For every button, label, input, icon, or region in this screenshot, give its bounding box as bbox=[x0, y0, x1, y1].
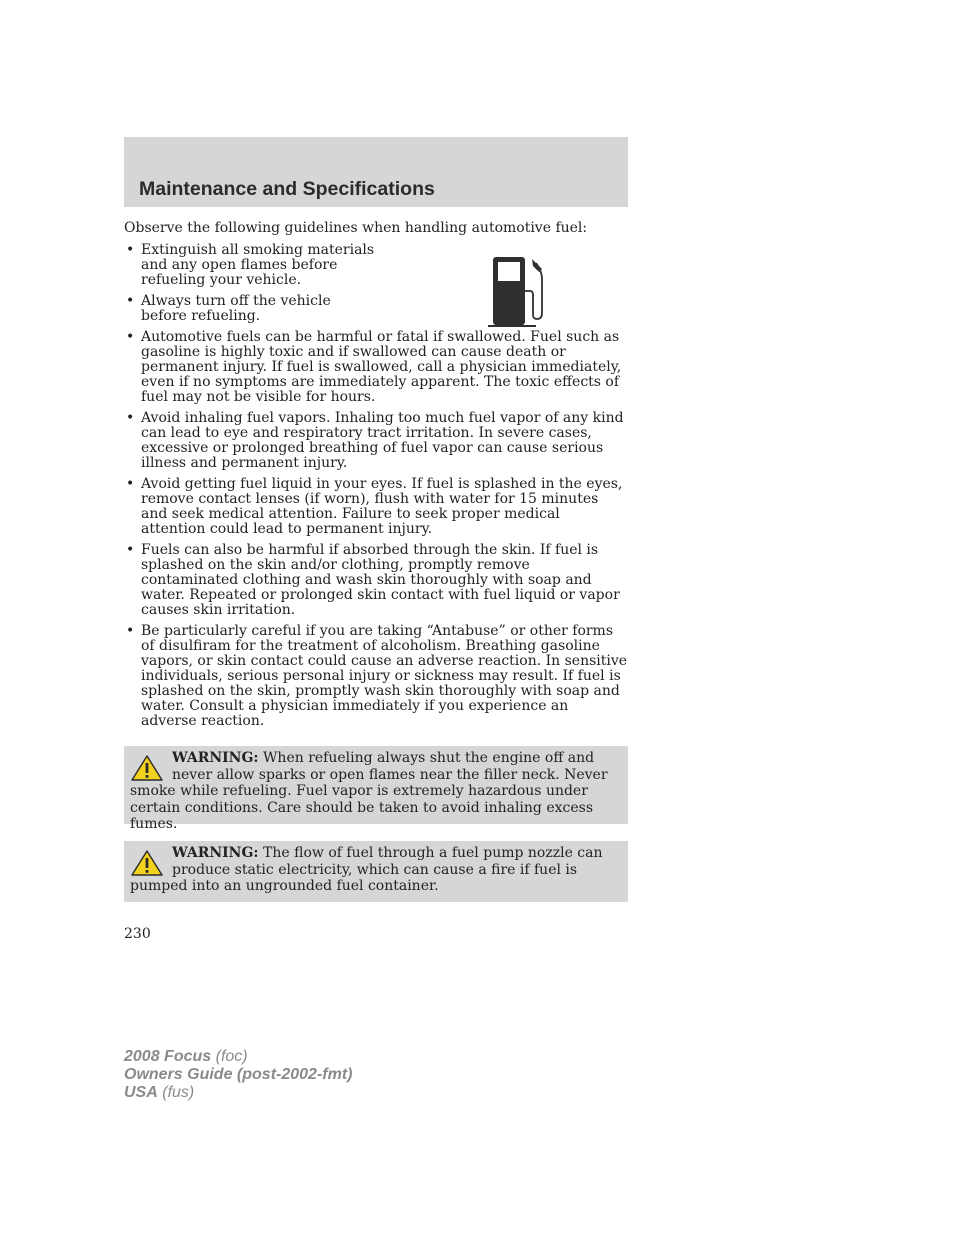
warning-label: WARNING: bbox=[172, 845, 259, 861]
list-item: • Automotive fuels can be harmful or fatal if swallowed. Fuel such as gasoline is highly toxic and if swallowed can cause death or permanent injury. If fuel is swallowed, call a physician immediately, even if no symptoms are immediately apparent. The toxic effects of fuel may not be visible for hours. bbox=[124, 330, 628, 405]
page-number: 230 bbox=[124, 926, 151, 942]
list-item: • Avoid inhaling fuel vapors. Inhaling too much fuel vapor of any kind can lead to eye and respiratory tract irritation. In severe cases, excessive or prolonged breathing of fuel vapor can cause serious illness and permanent injury. bbox=[124, 411, 628, 471]
warning-triangle-icon bbox=[130, 754, 164, 782]
list-item: • Always turn off the vehicle before refueling. bbox=[124, 294, 628, 324]
section-title: Maintenance and Specifications bbox=[139, 178, 435, 200]
footer-line-model: 2008 Focus (foc) bbox=[124, 1048, 248, 1065]
main-content bbox=[124, 221, 628, 735]
warning-box bbox=[124, 746, 628, 832]
fuel-pump-icon bbox=[486, 255, 550, 331]
list-item: • Avoid getting fuel liquid in your eyes. If fuel is splashed in the eyes, remove contact lenses (if worn), flush with water for 15 minutes and seek medical attention. Failure to seek proper medical attention could lead to permanent injury. bbox=[124, 477, 628, 537]
list-item: • Extinguish all smoking materials and any open flames before refueling your vehicle. bbox=[124, 243, 628, 288]
guideline-list bbox=[124, 243, 628, 729]
warning-box bbox=[124, 841, 628, 902]
list-item: • Be particularly careful if you are taking “Antabuse” or other forms of disulfiram for the treatment of alcoholism. Breathing gasoline vapors, or skin contact could cause an adverse reaction. In sensitive individuals, serious personal injury or sickness may result. If fuel is splashed on the skin, promptly wash skin thoroughly with soap and water. Consult a physician immediately if you experience an adverse reaction. bbox=[124, 624, 628, 729]
warning-label: WARNING: bbox=[172, 750, 259, 766]
footer-line-guide: Owners Guide (post-2002-fmt) bbox=[124, 1066, 353, 1083]
document-footer bbox=[124, 1048, 352, 1102]
section-header bbox=[124, 137, 628, 207]
list-item: • Fuels can also be harmful if absorbed through the skin. If fuel is splashed on the skin and/or clothing, promptly remove contaminated clothing and wash skin thoroughly with soap and water. Repeated or prolonged skin contact with fuel liquid or vapor causes skin irritation. bbox=[124, 543, 628, 618]
intro-paragraph: Observe the following guidelines when handling automotive fuel: bbox=[124, 220, 588, 236]
warning-text: When refueling always shut the engine off and never allow sparks or open flames near the filler neck. Never smoke while refueling. Fuel vapor is extremely hazardous under certain conditions. Care should be taken to avoid inhaling excess fumes. bbox=[130, 750, 608, 832]
warning-text: The flow of fuel through a fuel pump nozzle can produce static electricity, which can cause a fire if fuel is pumped into an ungrounded fuel container. bbox=[130, 845, 603, 894]
footer-line-market: USA (fus) bbox=[124, 1084, 195, 1101]
warning-triangle-icon bbox=[130, 849, 164, 877]
